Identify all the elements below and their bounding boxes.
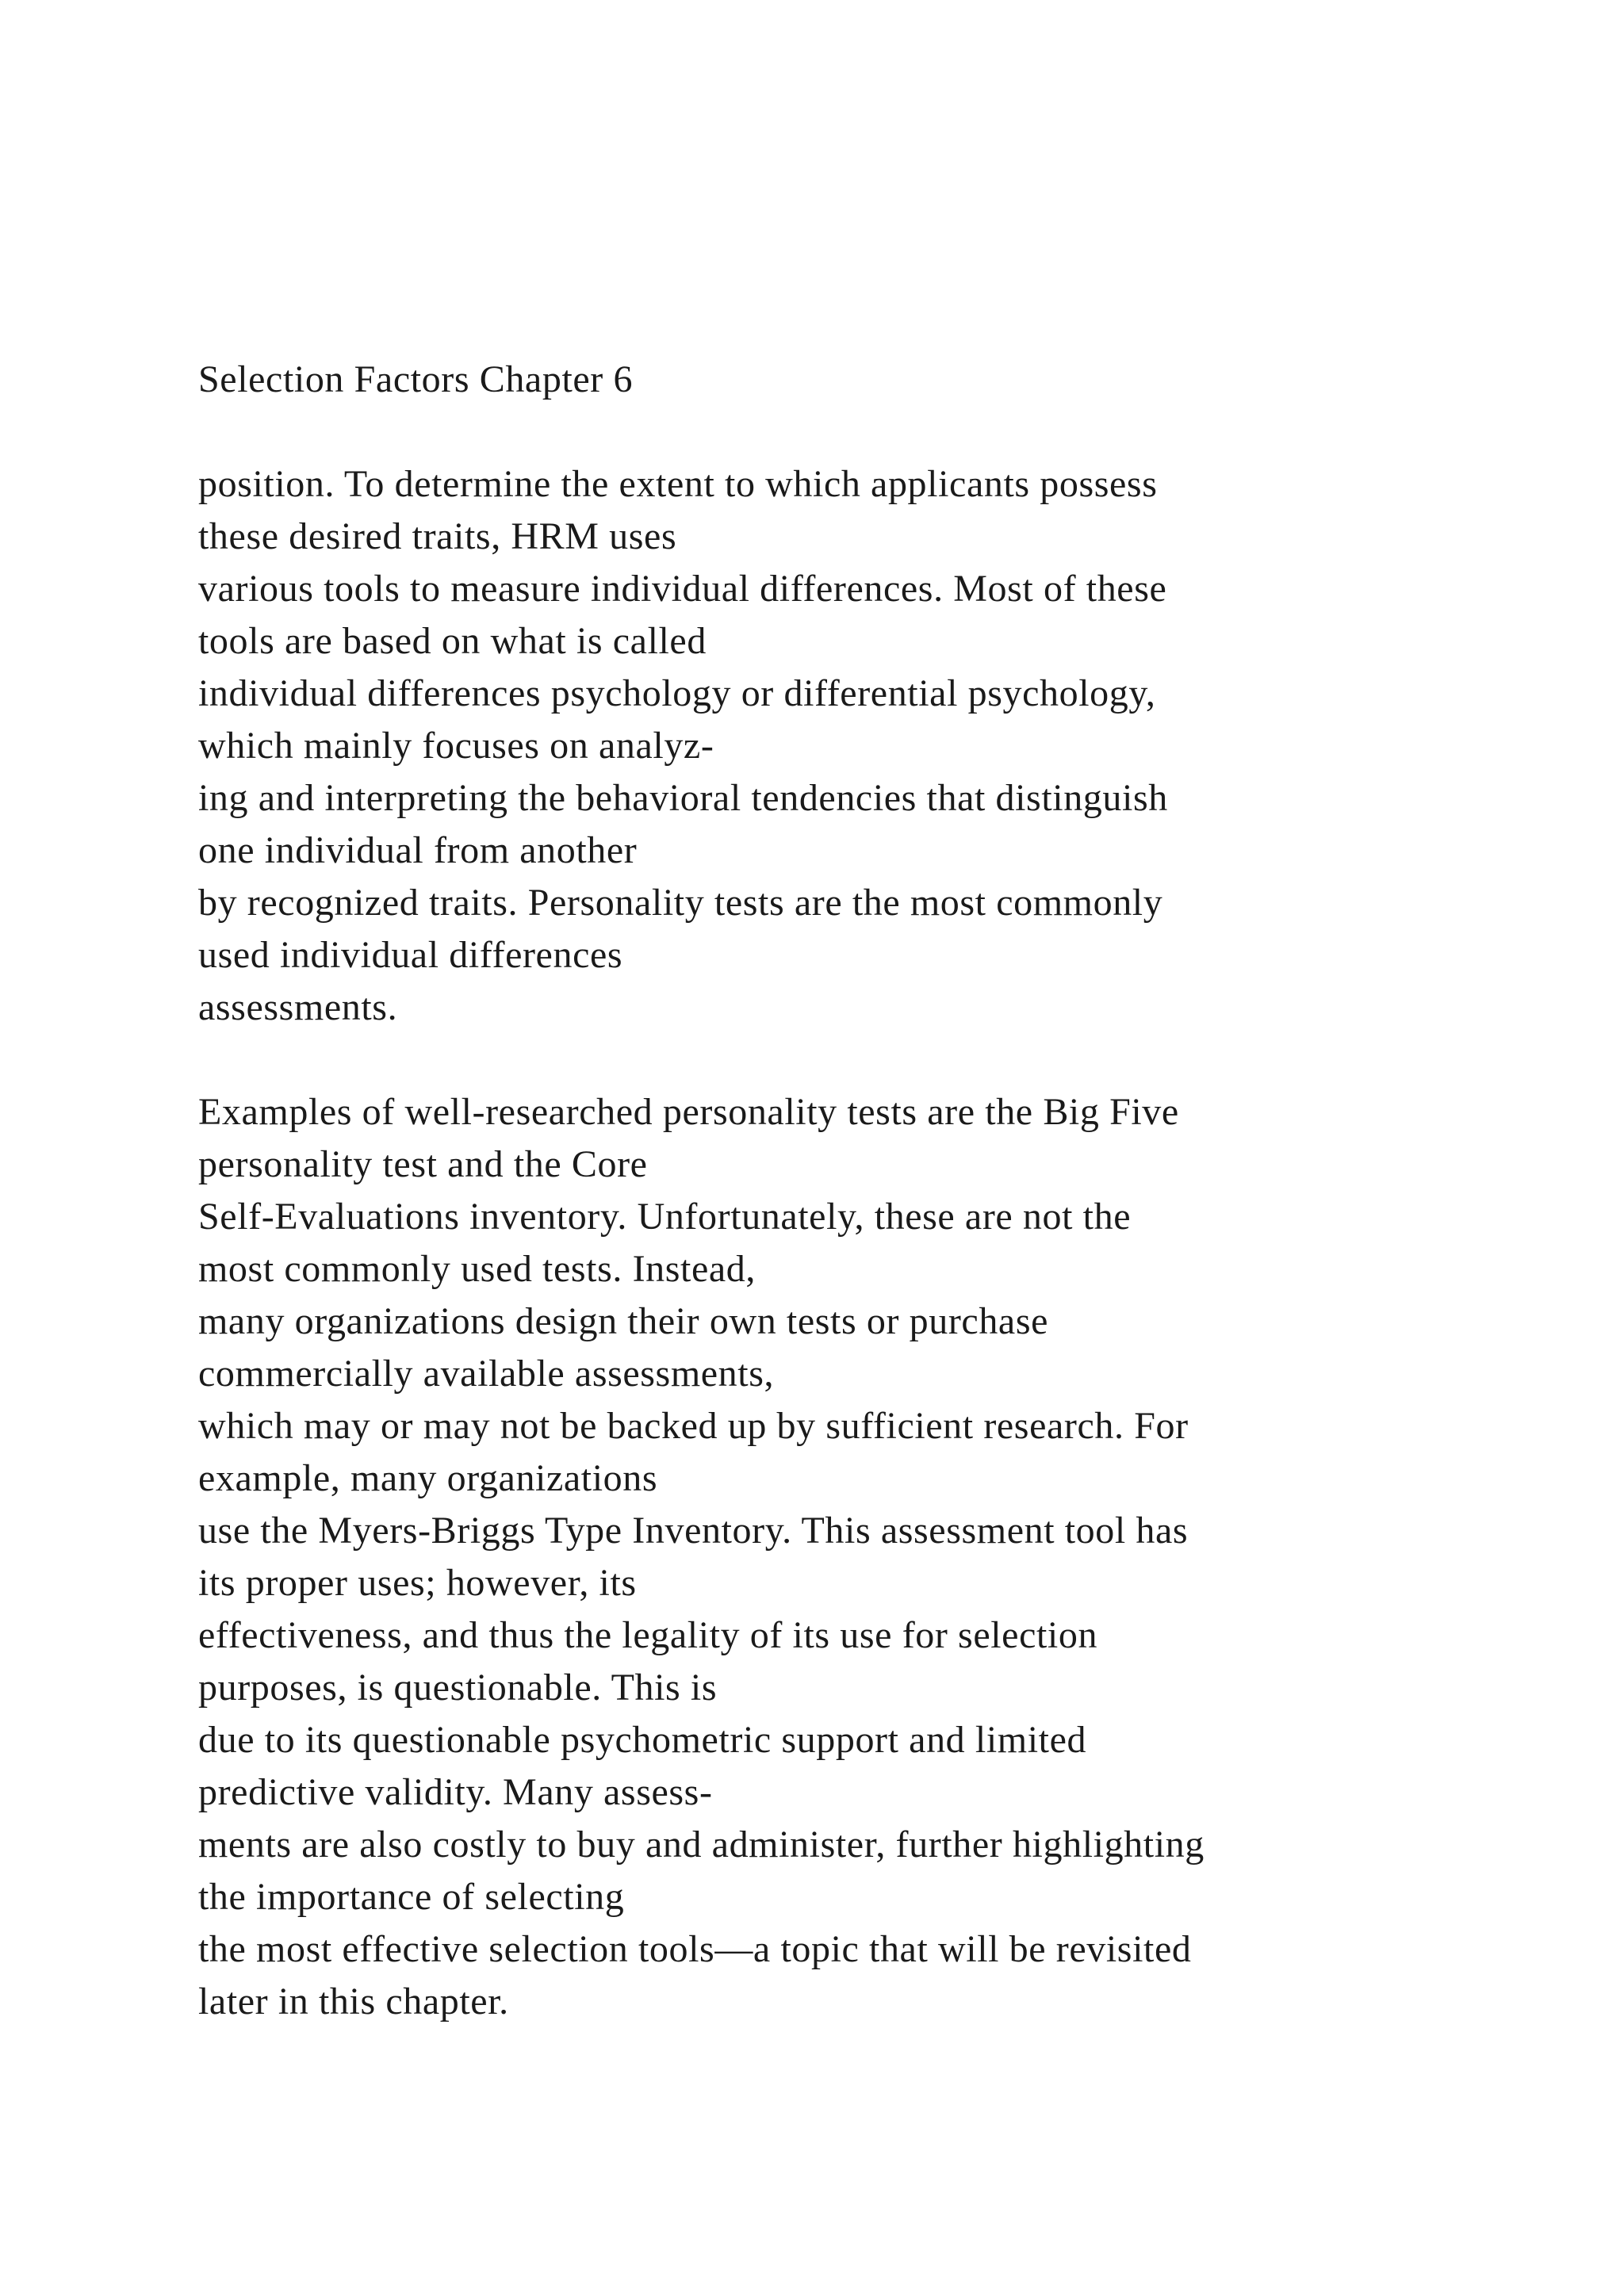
document-body <box>198 354 1594 2028</box>
text-line: one individual from another <box>198 829 638 871</box>
text-line: example, many organizations <box>198 1457 658 1499</box>
text-line: tools are based on what is called <box>198 620 707 662</box>
text-line: effectiveness, and thus the legality of its use for selection <box>198 1614 1098 1656</box>
text-line: ing and interpreting the behavioral tendencies that distinguish <box>198 777 1168 819</box>
paragraph-spacer <box>198 1034 1594 1086</box>
text-line: the importance of selecting <box>198 1876 625 1918</box>
text-line: individual differences psychology or differential psychology, <box>198 672 1156 714</box>
text-line: many organizations design their own tests or purchase <box>198 1300 1049 1342</box>
text-line: predictive validity. Many assess- <box>198 1771 713 1813</box>
text-line: ments are also costly to buy and administer, further highlighting <box>198 1823 1205 1866</box>
text-line: assessments. <box>198 986 398 1028</box>
text-line: the most effective selection tools—a topic that will be revisited <box>198 1928 1192 1970</box>
text-line: these desired traits, HRM uses <box>198 515 677 557</box>
text-line: various tools to measure individual differences. Most of these <box>198 568 1167 610</box>
text-line: its proper uses; however, its <box>198 1562 637 1604</box>
text-line: later in this chapter. <box>198 1980 509 2022</box>
text-line: used individual differences <box>198 934 623 976</box>
text-line: which mainly focuses on analyz- <box>198 725 714 767</box>
text-line: most commonly used tests. Instead, <box>198 1248 756 1290</box>
text-line: Examples of well-researched personality tests are the Big Five <box>198 1091 1179 1133</box>
text-line: personality test and the Core <box>198 1143 648 1185</box>
text-line: by recognized traits. Personality tests are the most commonly <box>198 882 1163 924</box>
text-line: which may or may not be backed up by sufficient research. For <box>198 1405 1189 1447</box>
text-line: Self-Evaluations inventory. Unfortunately, these are not the <box>198 1196 1132 1238</box>
paragraph-spacer <box>198 406 1594 458</box>
paragraph-2 <box>198 1086 1594 2028</box>
text-line: purposes, is questionable. This is <box>198 1667 718 1709</box>
text-line: use the Myers-Briggs Type Inventory. This assessment tool has <box>198 1510 1189 1552</box>
text-line: due to its questionable psychometric support and limited <box>198 1719 1087 1761</box>
paragraph-1 <box>198 458 1594 1034</box>
text-line: position. To determine the extent to which applicants possess <box>198 463 1158 505</box>
text-line: commercially available assessments, <box>198 1353 775 1395</box>
document-heading: Selection Factors Chapter 6 <box>198 358 634 400</box>
